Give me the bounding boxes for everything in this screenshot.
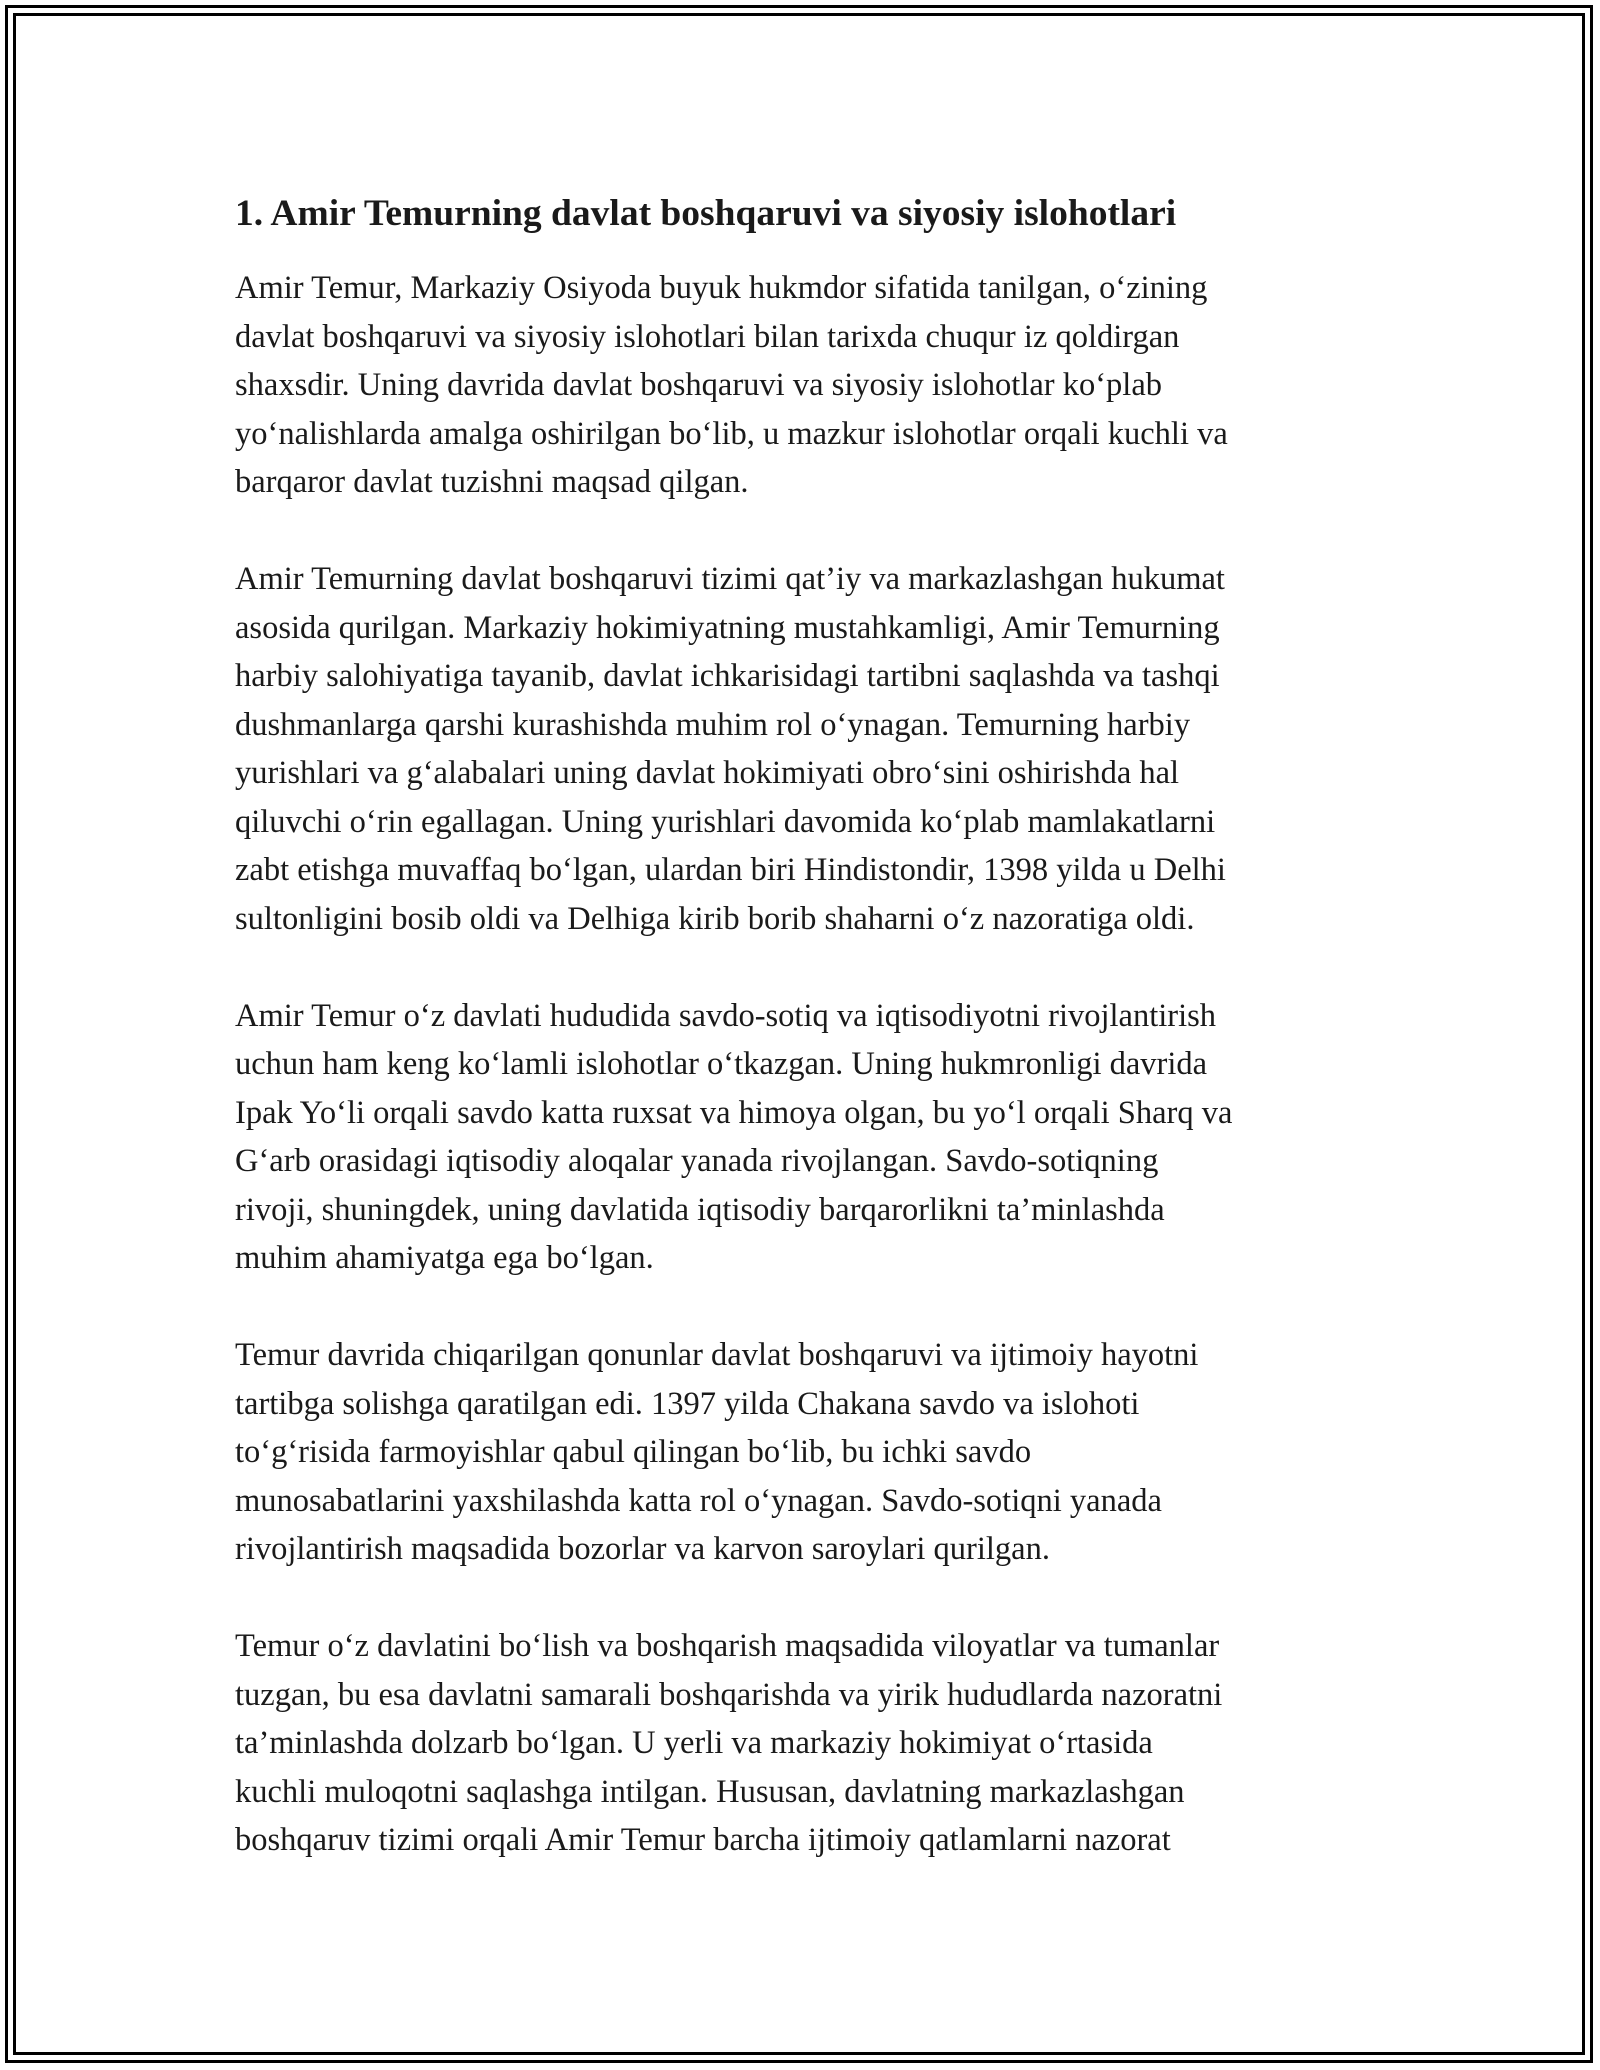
text-line: tartibga solishga qaratilgan edi. 1397 yilda Chakana savdo va islohoti xyxy=(235,1385,1140,1422)
text-line: muhim ahamiyatga ega bo‘lgan. xyxy=(235,1240,654,1276)
text-line: kuchli muloqotni saqlashga intilgan. Hususan, davlatning markazlashgan xyxy=(235,1773,1185,1810)
paragraph-1 xyxy=(235,264,1375,507)
text-line: qiluvchi o‘rin egallagan. Uning yurishlari davomida ko‘plab mamlakatlarni xyxy=(235,803,1216,840)
paragraph-5 xyxy=(235,1622,1375,1865)
text-line: G‘arb orasidagi iqtisodiy aloqalar yanada rivojlangan. Savdo-sotiqning xyxy=(235,1143,1159,1179)
text-line: Ipak Yo‘li orqali savdo katta ruxsat va himoya olgan, bu yo‘l orqali Sharq va xyxy=(235,1094,1233,1131)
text-line: rivoji, shuningdek, uning davlatida iqtisodiy barqarorlikni ta’minlashda xyxy=(235,1191,1165,1228)
text-line: barqaror davlat tuzishni maqsad qilgan. xyxy=(235,464,749,500)
text-line: Temur o‘z davlatini bo‘lish va boshqarish maqsadida viloyatlar va tumanlar xyxy=(235,1628,1220,1664)
text-line: to‘g‘risida farmoyishlar qabul qilingan bo‘lib, bu ichki savdo xyxy=(235,1434,1032,1470)
text-line: shaxsdir. Uning davrida davlat boshqaruvi va siyosiy islohotlar ko‘plab xyxy=(235,367,1163,403)
text-line: yurishlari va g‘alabalari uning davlat hokimiyati obro‘sini oshirishda hal xyxy=(235,755,1180,791)
text-line: Temur davrida chiqarilgan qonunlar davlat boshqaruvi va ijtimoiy hayotni xyxy=(235,1337,1199,1373)
text-line: munosabatlarini yaxshilashda katta rol o‘ynagan. Savdo-sotiqni yanada xyxy=(235,1482,1162,1519)
paragraph-4 xyxy=(235,1331,1375,1574)
text-line: asosida qurilgan. Markaziy hokimiyatning mustahkamligi, Amir Temurning xyxy=(235,609,1220,646)
text-line: sultonligini bosib oldi va Delhiga kirib borib shaharni o‘z nazoratiga oldi. xyxy=(235,900,1195,937)
text-line: rivojlantirish maqsadida bozorlar va karvon saroylari qurilgan. xyxy=(235,1531,1050,1567)
paragraph-3 xyxy=(235,992,1375,1283)
text-line: Amir Temur o‘z davlati hududida savdo-sotiq va iqtisodiyotni rivojlantirish xyxy=(235,997,1217,1034)
text-line: tuzgan, bu esa davlatni samarali boshqarishda va yirik hududlarda nazoratni xyxy=(235,1676,1223,1713)
text-line: harbiy salohiyatiga tayanib, davlat ichkarisidagi tartibni saqlashda va tashqi xyxy=(235,658,1220,694)
text-line: uchun ham keng ko‘lamli islohotlar o‘tkazgan. Uning hukmronligi davrida xyxy=(235,1046,1208,1082)
text-line: ta’minlashda dolzarb bo‘lgan. U yerli va markaziy hokimiyat o‘rtasida xyxy=(235,1725,1153,1761)
text-line: zabt etishga muvaffaq bo‘lgan, ulardan biri Hindistondir, 1398 yilda u Delhi xyxy=(235,852,1226,888)
text-line: Amir Temurning davlat boshqaruvi tizimi qat’iy va markazlashgan hukumat xyxy=(235,561,1225,597)
text-line: davlat boshqaruvi va siyosiy islohotlari bilan tarixda chuqur iz qoldirgan xyxy=(235,318,1180,355)
text-line: boshqaruv tizimi orqali Amir Temur barcha ijtimoiy qatlamlarni nazorat xyxy=(235,1822,1171,1858)
text-line: Amir Temur, Markaziy Osiyoda buyuk hukmdor sifatida tanilgan, o‘zining xyxy=(235,270,1208,306)
section-title: 1. Amir Temurning davlat boshqaruvi va siyosiy islohotlari xyxy=(235,193,1177,234)
text-line: dushmanlarga qarshi kurashishda muhim rol o‘ynagan. Temurning harbiy xyxy=(235,706,1191,743)
paragraph-2 xyxy=(235,555,1375,943)
document-body xyxy=(235,186,1375,1913)
text-line: yo‘nalishlarda amalga oshirilgan bo‘lib, u mazkur islohotlar orqali kuchli va xyxy=(235,415,1228,452)
